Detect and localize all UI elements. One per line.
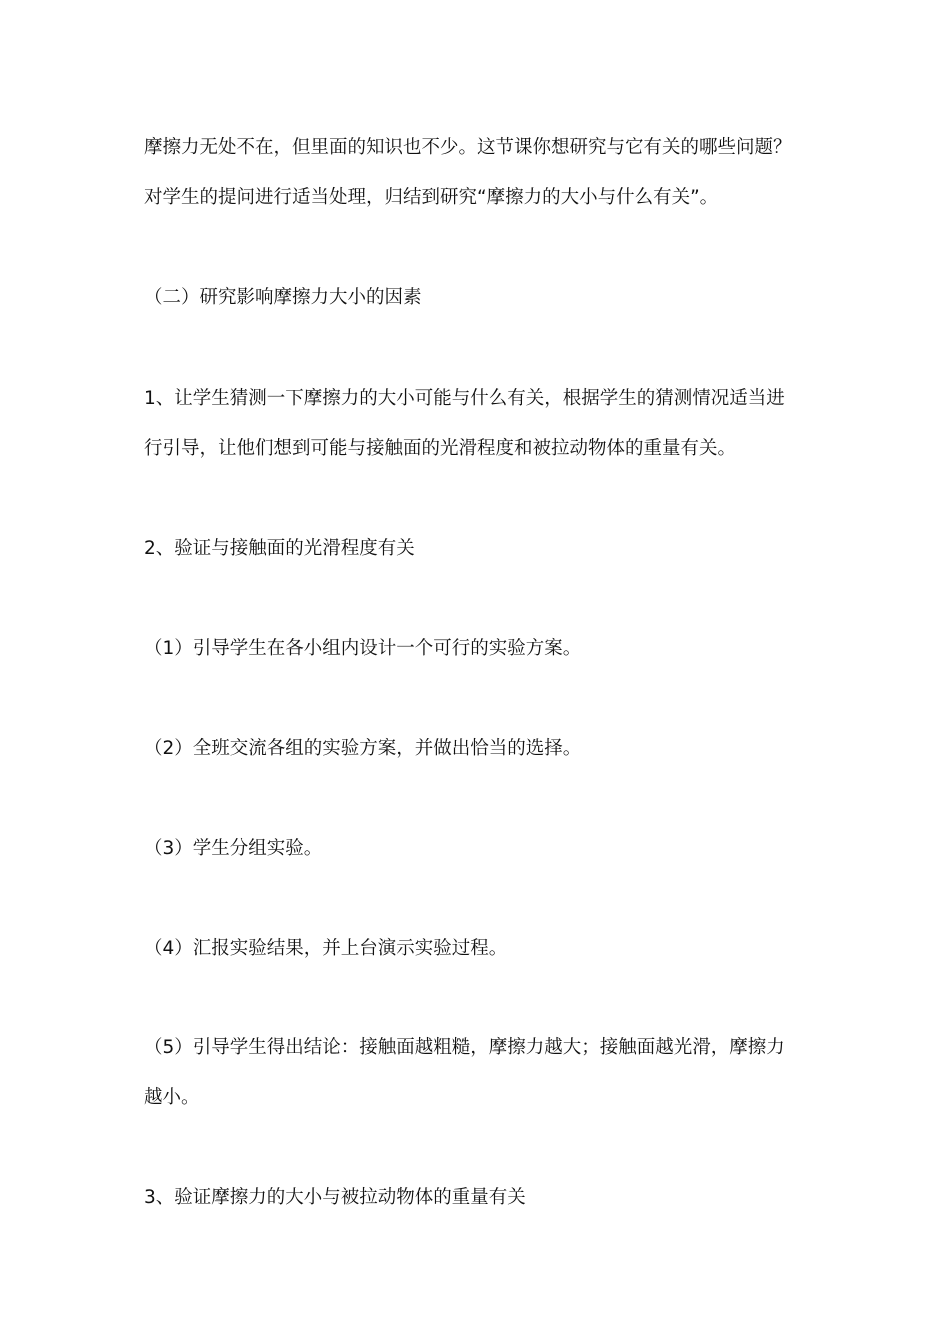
sub-item-5-line-2: 越小。 bbox=[144, 1087, 200, 1108]
paragraph-intro-line-1: 摩擦力无处不在，但里面的知识也不少。这节课你想研究与它有关的哪些问题？ bbox=[144, 137, 792, 158]
item-3-heading: 3、验证摩擦力的大小与被拉动物体的重量有关 bbox=[144, 1187, 526, 1208]
item-1-line-2: 行引导，让他们想到可能与接触面的光滑程度和被拉动物体的重量有关。 bbox=[144, 438, 737, 459]
sub-item-1: （1）引导学生在各小组内设计一个可行的实验方案。 bbox=[144, 638, 582, 659]
item-2-heading: 2、验证与接触面的光滑程度有关 bbox=[144, 538, 415, 559]
sub-item-3: （3）学生分组实验。 bbox=[144, 838, 323, 859]
item-1-line-1: 1、让学生猜测一下摩擦力的大小可能与什么有关，根据学生的猜测情况适当进 bbox=[144, 388, 785, 409]
sub-item-4: （4）汇报实验结果，并上台演示实验过程。 bbox=[144, 938, 508, 959]
sub-item-2: （2）全班交流各组的实验方案，并做出恰当的选择。 bbox=[144, 738, 582, 759]
paragraph-intro-line-2: 对学生的提问进行适当处理，归结到研究“摩擦力的大小与什么有关”。 bbox=[144, 187, 719, 208]
sub-item-5-line-1: （5）引导学生得出结论：接触面越粗糙，摩擦力越大；接触面越光滑，摩擦力 bbox=[144, 1037, 785, 1058]
section-heading: （二）研究影响摩擦力大小的因素 bbox=[144, 287, 422, 308]
